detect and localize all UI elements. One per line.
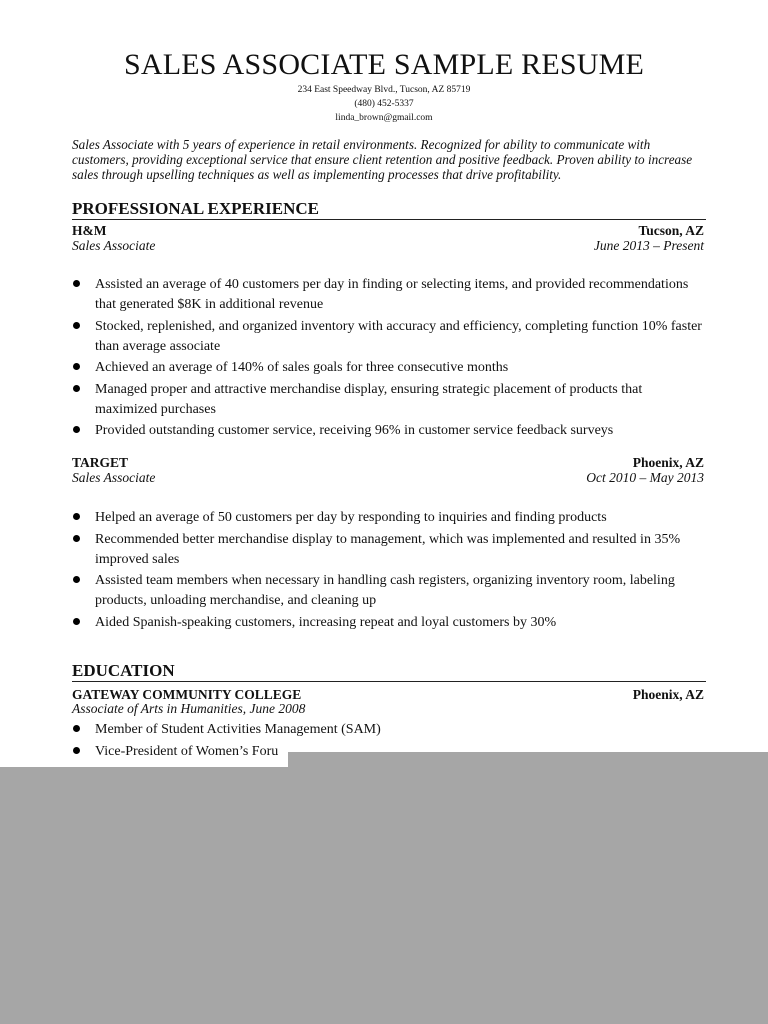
school-name: GATEWAY COMMUNITY COLLEGE bbox=[72, 687, 302, 702]
bullet-icon bbox=[73, 535, 80, 542]
job-company: H&M bbox=[72, 223, 107, 238]
bullet-icon bbox=[73, 725, 80, 732]
bullet-item bbox=[72, 571, 704, 611]
bullet-item bbox=[72, 358, 704, 378]
preview-overlay-tab bbox=[288, 752, 768, 768]
bullet-text: Helped an average of 50 customers per day by responding to inquiries and finding products bbox=[95, 510, 607, 525]
experience-heading: PROFESSIONAL EXPERIENCE bbox=[72, 200, 706, 220]
school-location: Phoenix, AZ bbox=[632, 687, 704, 702]
education-heading: EDUCATION bbox=[72, 662, 706, 682]
job-subheader-row bbox=[72, 238, 704, 254]
bullet-icon bbox=[73, 576, 80, 583]
bullet-icon bbox=[73, 385, 80, 392]
bullet-text: Assisted team members when necessary in handling cash registers, organizing inventory room, labeling products, unloading merchandise, and cleaning up bbox=[95, 573, 675, 608]
resume-title: SALES ASSOCIATE SAMPLE RESUME bbox=[123, 48, 645, 81]
bullet-item bbox=[72, 275, 704, 315]
bullet-item bbox=[72, 317, 704, 357]
bullet-text: Stocked, replenished, and organized inventory with accuracy and efficiency, completing function 10% faster than average associate bbox=[95, 318, 702, 354]
job-header-row bbox=[72, 455, 704, 471]
bullet-text: Recommended better merchandise display to management, which was implemented and resulted in 35% improved sales bbox=[95, 531, 681, 567]
contact-address: 234 East Speedway Blvd., Tucson, AZ 85719 bbox=[297, 85, 471, 95]
degree: Associate of Arts in Humanities, June 2008 bbox=[72, 701, 306, 716]
bullet-text: Aided Spanish-speaking customers, increasing repeat and loyal customers by 30% bbox=[95, 614, 557, 630]
contact-phone: (480) 452-5337 bbox=[354, 99, 414, 109]
bullet-icon bbox=[73, 363, 80, 370]
bullet-item bbox=[72, 720, 704, 740]
preview-overlay bbox=[0, 767, 768, 1024]
job-role: Sales Associate bbox=[72, 470, 156, 485]
job-header-row bbox=[72, 223, 704, 239]
bullet-text: Achieved an average of 140% of sales goals for three consecutive months bbox=[95, 360, 509, 375]
bullet-icon bbox=[73, 618, 80, 625]
job-dates: Oct 2010 – May 2013 bbox=[586, 470, 704, 485]
bullet-icon bbox=[73, 322, 80, 329]
bullet-icon bbox=[73, 426, 80, 433]
bullet-text: Managed proper and attractive merchandise display, ensuring strategic placement of products that maximized purchases bbox=[95, 381, 643, 417]
bullet-icon bbox=[73, 280, 80, 287]
job-location: Phoenix, AZ bbox=[632, 455, 704, 470]
bullet-item bbox=[72, 508, 704, 528]
job-location: Tucson, AZ bbox=[638, 223, 704, 238]
bullet-text: Vice-President of Women’s Foru bbox=[95, 743, 279, 759]
bullet-item bbox=[72, 613, 704, 633]
job-subheader-row bbox=[72, 470, 704, 486]
summary-paragraph: Sales Associate with 5 years of experience in retail environments. Recognized for ability to communicate with customers, providing exceptional service that ensure client retention and positive feedback. Proven ability to increase sales through upselling techniques as well as implementing processes that drive profitability. bbox=[72, 137, 693, 182]
job-bullet-list bbox=[72, 508, 704, 634]
bullet-text: Member of Student Activities Management (SAM) bbox=[95, 722, 381, 737]
bullet-item bbox=[72, 421, 704, 441]
education-degree-row bbox=[72, 701, 704, 717]
job-company: TARGET bbox=[72, 455, 129, 470]
bullet-text: Provided outstanding customer service, receiving 96% in customer service feedback surveys bbox=[95, 423, 614, 438]
bullet-item bbox=[72, 380, 704, 420]
bullet-item bbox=[72, 530, 704, 570]
bullet-text: Assisted an average of 40 customers per day in finding or selecting items, and provided recommendations that generated $8K in additional revenue bbox=[95, 277, 689, 312]
bullet-icon bbox=[73, 513, 80, 520]
job-dates: June 2013 – Present bbox=[593, 238, 704, 253]
bullet-icon bbox=[73, 747, 80, 754]
contact-email: linda_brown@gmail.com bbox=[335, 113, 433, 123]
job-role: Sales Associate bbox=[72, 238, 156, 253]
job-bullet-list bbox=[72, 275, 704, 443]
